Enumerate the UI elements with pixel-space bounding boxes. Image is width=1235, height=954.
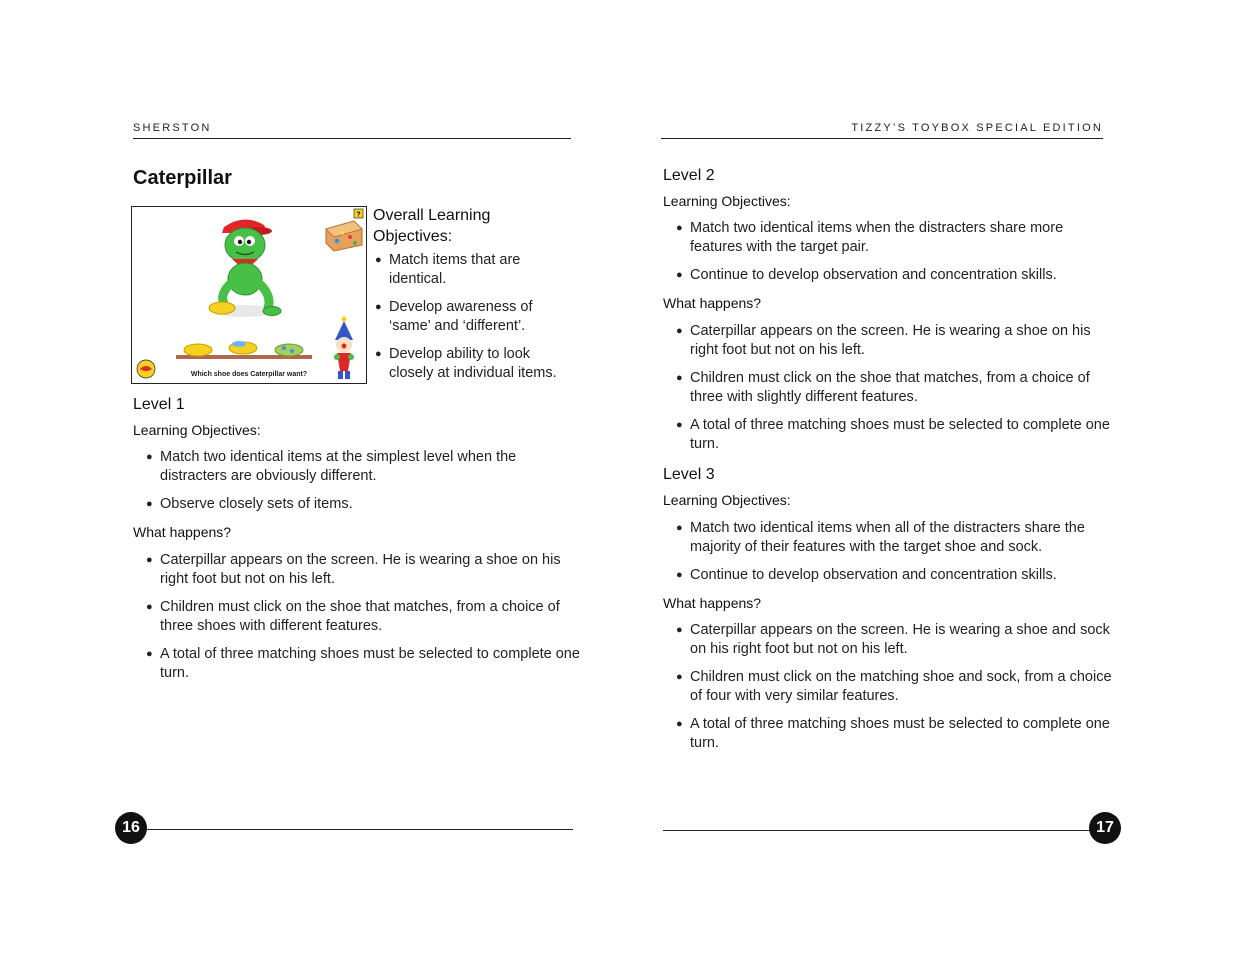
list-item: ● Match two identical items when all of the distracters share the majority of their features with the target shoe and sock. (676, 519, 1116, 557)
list-item: ● Develop ability to look closely at individual items. (375, 345, 570, 383)
level2-happens-list (676, 322, 1116, 463)
overall-objectives-list (375, 251, 570, 392)
header-rule-right (661, 138, 1103, 139)
list-item: ● Match items that are identical. (375, 251, 570, 289)
svg-text:?: ? (356, 211, 361, 219)
footer-rule-right (663, 830, 1091, 831)
list-item: ● Continue to develop observation and concentration skills. (676, 566, 1116, 585)
level1-heading: Level 1 (133, 396, 185, 413)
page-number-right: 17 (1089, 812, 1121, 844)
level1-objectives-heading: Learning Objectives: (133, 422, 261, 438)
level1-happens-heading: What happens? (133, 524, 232, 540)
list-item: ● Caterpillar appears on the screen. He is wearing a shoe on his right foot but not on his left. (676, 322, 1116, 360)
level2-objectives-heading: Learning Objectives: (663, 193, 791, 209)
game-screenshot (131, 206, 367, 384)
list-item: ● Match two identical items at the simplest level when the distracters are obviously different. (146, 448, 586, 486)
level2-happens-heading: What happens? (663, 295, 762, 311)
list-item: ● Children must click on the shoe that matches, from a choice of three shoes with different features. (146, 598, 586, 636)
shoe-icon (184, 341, 303, 356)
level3-objectives-heading: Learning Objectives: (663, 492, 791, 508)
list-item: ● Caterpillar appears on the screen. He is wearing a shoe and sock on his right foot but not on his left. (676, 621, 1116, 659)
level2-heading: Level 2 (663, 167, 715, 184)
level3-heading: Level 3 (663, 466, 715, 483)
help-icon (354, 209, 363, 219)
list-item: ● Match two identical items when the distracters share more features with the target pair. (676, 219, 1116, 257)
running-head-left: SHERSTON (133, 122, 212, 134)
level1-objectives-list (146, 448, 586, 523)
caterpillar-character-icon (209, 219, 281, 317)
list-item: ● Continue to develop observation and concentration skills. (676, 266, 1116, 285)
page-title: Caterpillar (133, 167, 232, 189)
list-item: ● A total of three matching shoes must be selected to complete one turn. (146, 645, 586, 683)
level1-happens-list (146, 551, 586, 692)
list-item: ● A total of three matching shoes must be selected to complete one turn. (676, 416, 1116, 454)
page-number-left: 16 (115, 812, 147, 844)
screenshot-caption: Which shoe does Caterpillar want? (190, 371, 308, 378)
list-item: ● Children must click on the matching shoe and sock, from a choice of four with very similar features. (676, 668, 1116, 706)
clown-icon (334, 317, 354, 380)
toy-box-icon (326, 221, 362, 251)
overall-objectives-heading: Overall Learning Objectives: (373, 207, 491, 245)
list-item: ● Develop awareness of ‘same’ and ‘different’. (375, 298, 570, 336)
list-item: ● Children must click on the shoe that matches, from a choice of three with slightly different features. (676, 369, 1116, 407)
header-rule-left (133, 138, 571, 139)
list-item: ● A total of three matching shoes must be selected to complete one turn. (676, 715, 1116, 753)
footer-rule-left (147, 829, 573, 830)
level2-objectives-list (676, 219, 1116, 294)
list-item: ● Observe closely sets of items. (146, 495, 586, 514)
level3-objectives-list (676, 519, 1116, 594)
level3-happens-heading: What happens? (663, 595, 762, 611)
level3-happens-list (676, 621, 1116, 762)
list-item: ● Caterpillar appears on the screen. He is wearing a shoe on his right foot but not on his left. (146, 551, 586, 589)
running-head-right: TIZZY’S TOYBOX SPECIAL EDITION (851, 122, 1103, 134)
